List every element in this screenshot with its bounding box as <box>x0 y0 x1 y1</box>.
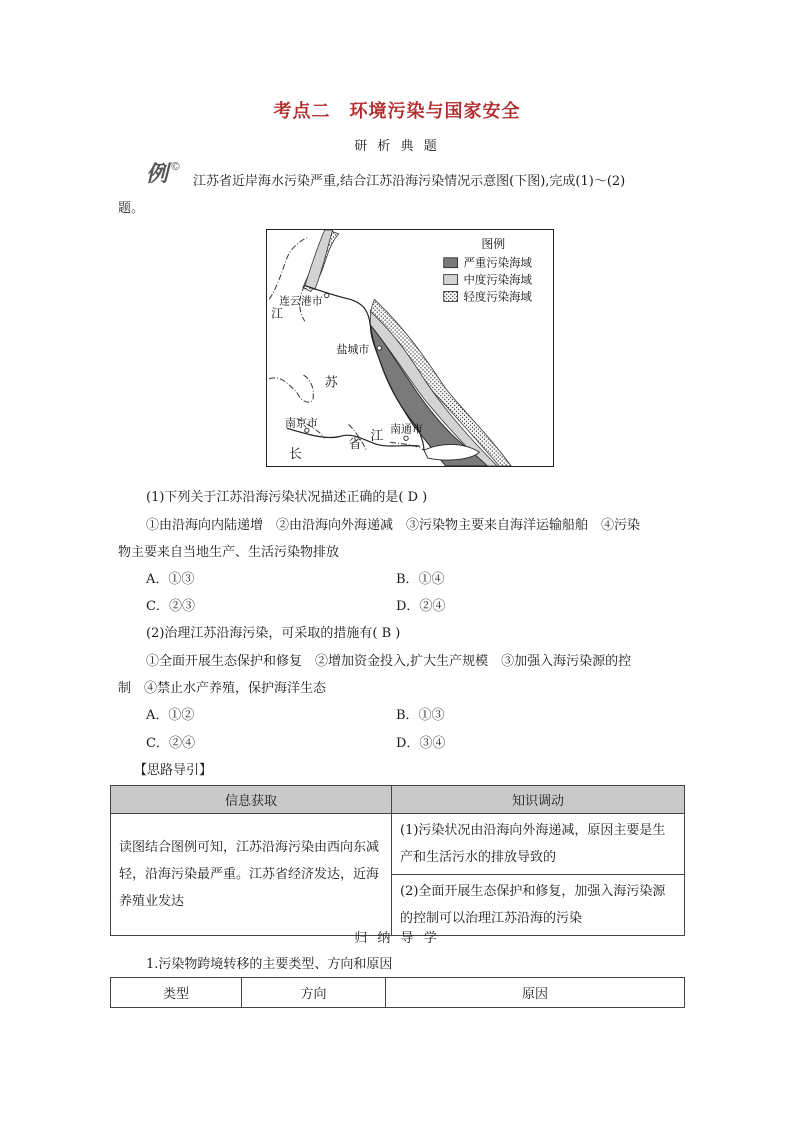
label-su: 苏 <box>324 375 338 391</box>
legend-swatch-severe <box>444 258 458 268</box>
label-nantong: 南通市 <box>390 422 423 436</box>
nantong-city-dot <box>404 436 408 440</box>
types-header-reason: 原因 <box>386 978 685 1008</box>
legend-label-moderate: 中度污染海域 <box>463 272 532 287</box>
q2-statements-line2: 制 ④禁止水产养殖，保护海洋生态 <box>118 681 327 696</box>
q1-option-b: B．①④ <box>396 572 445 587</box>
q2-option-b: B．①③ <box>396 708 445 723</box>
legend-swatch-light <box>444 291 458 301</box>
guide-info-cell: 读图结合图例可知，江苏沿海污染由西向东减轻，沿海污染最严重。江苏省经济发达，近海养殖业发达 <box>111 814 392 936</box>
q2-option-a: A．①② <box>146 708 195 723</box>
q1-stem: (1)下列关于江苏沿海污染状况描述正确的是( D ) <box>146 490 428 505</box>
q1-option-a: A．①③ <box>146 572 195 587</box>
lianyungang-city-dot <box>325 293 329 297</box>
pollution-map <box>266 229 554 467</box>
q1-statements-line2: 物主要来自当地生产、生活污染物排放 <box>118 545 340 560</box>
legend-label-light: 轻度污染海域 <box>463 289 532 304</box>
guide-col-info: 信息获取 <box>111 786 392 814</box>
label-lianyungang: 连云港市 <box>279 294 323 308</box>
page-title: 考点二 环境污染与国家安全 <box>273 101 521 122</box>
label-nanjing: 南京市 <box>285 416 318 430</box>
guide-col-knowledge: 知识调动 <box>392 786 685 814</box>
label-chang: 长 <box>289 447 302 463</box>
q2-option-d: D．③④ <box>396 736 446 751</box>
q2-stem: (2)治理江苏沿海污染，可采取的措施有( B ) <box>146 626 401 641</box>
types-header-direction: 方向 <box>242 978 386 1008</box>
q2-option-c: C．②④ <box>146 736 195 751</box>
summary-heading: 归 纳 导 学 <box>354 931 440 946</box>
guide-knowledge-2: (2)全面开展生态保护和修复，加强入海污染源的控制可以治理江苏沿海的污染 <box>392 875 685 936</box>
legend-title: 图例 <box>481 236 506 251</box>
guide-knowledge-1: (1)污染状况由沿海向外海递减，原因主要是生产和生活污水的排放导致的 <box>392 814 685 875</box>
types-table <box>110 977 685 1008</box>
legend-label-severe: 严重污染海域 <box>463 255 532 270</box>
label-sheng: 省 <box>348 437 362 453</box>
section-subtitle: 研 析 典 题 <box>354 139 440 154</box>
label-jiang-north: 江 <box>271 306 284 321</box>
label-yancheng: 盐城市 <box>336 342 370 356</box>
guide-heading: 【思路导引】 <box>134 763 213 778</box>
label-jiang-river: 江 <box>370 429 384 445</box>
q2-statements-line1: ①全面开展生态保护和修复 ②增加资金投入,扩大生产规模 ③加强入海污染源的控 <box>146 654 632 669</box>
types-header-type: 类型 <box>111 978 242 1008</box>
example-intro-line2: 题。 <box>118 201 145 216</box>
summary-item1: 1.污染物跨境转移的主要类型、方向和原因 <box>146 957 393 972</box>
example-intro-line1: 江苏省近岸海水污染严重,结合江苏沿海污染情况示意图(下图),完成(1)～(2) <box>193 174 626 189</box>
guide-table <box>110 785 685 936</box>
example-icon: 例 <box>146 162 169 187</box>
yancheng-city-dot <box>377 346 381 350</box>
q1-option-d: D．②④ <box>396 599 446 614</box>
legend-swatch-moderate <box>444 275 458 285</box>
q1-statements-line1: ①由沿海向内陆递增 ②由沿海向外海递减 ③污染物主要来自海洋运输船舶 ④污染 <box>146 518 641 533</box>
example-icon-mark: © <box>170 160 181 173</box>
q1-option-c: C．②③ <box>146 599 195 614</box>
